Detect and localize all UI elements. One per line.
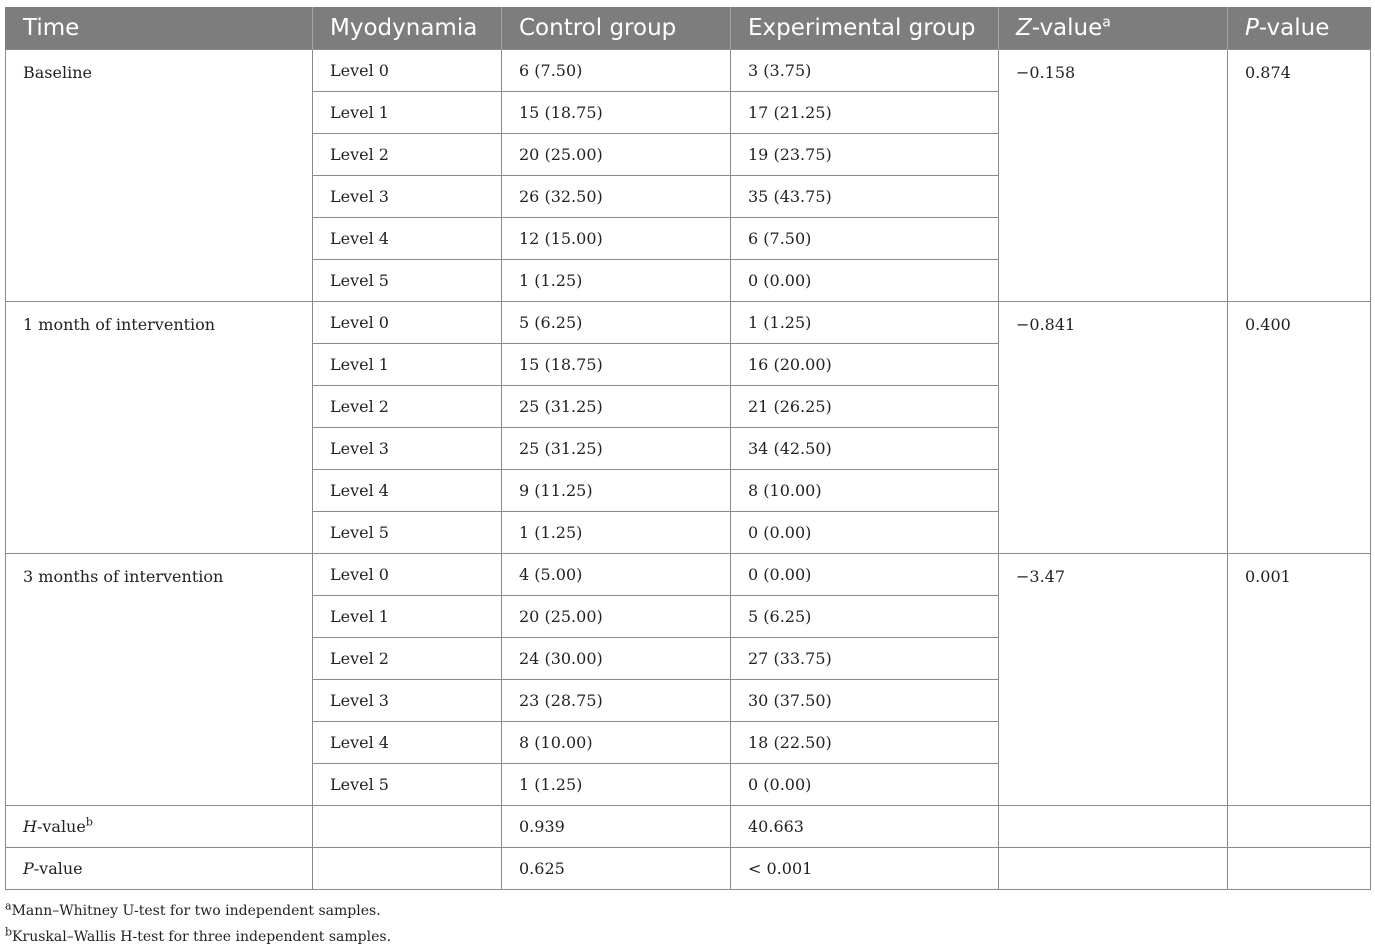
control-cell: 20 (25.00): [502, 596, 731, 638]
experimental-cell: 8 (10.00): [731, 470, 999, 512]
h-value-p-cell: [1228, 806, 1371, 848]
control-cell: 1 (1.25): [502, 764, 731, 806]
myodynamia-cell: Level 0: [313, 554, 502, 596]
control-cell: 24 (30.00): [502, 638, 731, 680]
footnote-b-text: Kruskal–Wallis H-test for three independent samples.: [12, 929, 392, 945]
header-row: [6, 7, 1371, 50]
time-cell: 1 month of intervention: [6, 302, 313, 554]
myodynamia-cell: Level 3: [313, 680, 502, 722]
h-footnote-marker: b: [85, 815, 93, 829]
p-row-symbol: P: [23, 859, 34, 878]
control-cell: 4 (5.00): [502, 554, 731, 596]
myodynamia-cell: Level 2: [313, 386, 502, 428]
footnote-a-marker: a: [5, 899, 12, 913]
myodynamia-cell: Level 5: [313, 764, 502, 806]
myodynamia-cell: Level 2: [313, 134, 502, 176]
control-cell: 1 (1.25): [502, 512, 731, 554]
z-symbol: Z: [1016, 15, 1032, 41]
h-symbol: H: [23, 817, 37, 836]
experimental-cell: 0 (0.00): [731, 764, 999, 806]
myodynamia-cell: Level 5: [313, 512, 502, 554]
myodynamia-cell: Level 1: [313, 596, 502, 638]
footnote-a: [5, 899, 381, 919]
experimental-cell: 21 (26.25): [731, 386, 999, 428]
experimental-cell: 5 (6.25): [731, 596, 999, 638]
experimental-cell: 30 (37.50): [731, 680, 999, 722]
col-header-experimental: Experimental group: [731, 7, 999, 50]
h-suffix: -value: [36, 817, 86, 836]
experimental-cell: 0 (0.00): [731, 512, 999, 554]
experimental-cell: 17 (21.25): [731, 92, 999, 134]
table-row: [6, 554, 1371, 596]
col-header-p-value: [1228, 7, 1371, 50]
z-value-cell: −3.47: [999, 554, 1228, 806]
z-footnote-marker: a: [1102, 14, 1111, 31]
experimental-cell: 6 (7.50): [731, 218, 999, 260]
p-value-myodynamia-cell: [313, 848, 502, 890]
p-value-row: [6, 848, 1371, 890]
control-cell: 6 (7.50): [502, 50, 731, 92]
p-suffix: -value: [1258, 15, 1330, 41]
control-cell: 5 (6.25): [502, 302, 731, 344]
myodynamia-cell: Level 0: [313, 50, 502, 92]
control-cell: 9 (11.25): [502, 470, 731, 512]
p-symbol: P: [1245, 15, 1259, 41]
control-cell: 26 (32.50): [502, 176, 731, 218]
control-cell: 1 (1.25): [502, 260, 731, 302]
col-header-control: Control group: [502, 7, 731, 50]
myodynamia-cell: Level 1: [313, 344, 502, 386]
control-cell: 23 (28.75): [502, 680, 731, 722]
myodynamia-cell: Level 1: [313, 92, 502, 134]
experimental-cell: 35 (43.75): [731, 176, 999, 218]
z-value-cell: −0.158: [999, 50, 1228, 302]
control-cell: 8 (10.00): [502, 722, 731, 764]
h-value-label: [6, 806, 313, 848]
myodynamia-cell: Level 0: [313, 302, 502, 344]
col-header-z-value: [999, 7, 1228, 50]
control-cell: 25 (31.25): [502, 428, 731, 470]
results-table-container: [5, 7, 1370, 890]
myodynamia-cell: Level 2: [313, 638, 502, 680]
footnote-b: [5, 925, 392, 945]
experimental-cell: 19 (23.75): [731, 134, 999, 176]
p-value-experimental: < 0.001: [731, 848, 999, 890]
control-cell: 25 (31.25): [502, 386, 731, 428]
p-row-suffix: -value: [33, 859, 83, 878]
myodynamia-cell: Level 4: [313, 722, 502, 764]
experimental-cell: 0 (0.00): [731, 260, 999, 302]
myodynamia-cell: Level 5: [313, 260, 502, 302]
experimental-cell: 3 (3.75): [731, 50, 999, 92]
col-header-myodynamia: Myodynamia: [313, 7, 502, 50]
p-value-control: 0.625: [502, 848, 731, 890]
col-header-time: Time: [6, 7, 313, 50]
control-cell: 20 (25.00): [502, 134, 731, 176]
experimental-cell: 0 (0.00): [731, 554, 999, 596]
h-value-myodynamia-cell: [313, 806, 502, 848]
z-suffix: -value: [1031, 15, 1103, 41]
control-cell: 15 (18.75): [502, 344, 731, 386]
control-cell: 12 (15.00): [502, 218, 731, 260]
experimental-cell: 27 (33.75): [731, 638, 999, 680]
h-value-z-cell: [999, 806, 1228, 848]
table-row: [6, 302, 1371, 344]
h-value-experimental: 40.663: [731, 806, 999, 848]
footnote-a-text: Mann–Whitney U-test for two independent samples.: [11, 903, 381, 919]
control-cell: 15 (18.75): [502, 92, 731, 134]
experimental-cell: 34 (42.50): [731, 428, 999, 470]
p-value-z-cell: [999, 848, 1228, 890]
time-cell: 3 months of intervention: [6, 554, 313, 806]
experimental-cell: 16 (20.00): [731, 344, 999, 386]
p-value-cell: 0.874: [1228, 50, 1371, 302]
experimental-cell: 18 (22.50): [731, 722, 999, 764]
p-value-cell: 0.400: [1228, 302, 1371, 554]
p-value-p-cell: [1228, 848, 1371, 890]
myodynamia-cell: Level 4: [313, 470, 502, 512]
myodynamia-cell: Level 4: [313, 218, 502, 260]
time-cell: Baseline: [6, 50, 313, 302]
results-table: [5, 7, 1371, 890]
p-value-cell: 0.001: [1228, 554, 1371, 806]
p-value-label: [6, 848, 313, 890]
myodynamia-cell: Level 3: [313, 428, 502, 470]
table-row: [6, 50, 1371, 92]
experimental-cell: 1 (1.25): [731, 302, 999, 344]
h-value-control: 0.939: [502, 806, 731, 848]
footnote-b-marker: b: [5, 925, 13, 939]
myodynamia-cell: Level 3: [313, 176, 502, 218]
z-value-cell: −0.841: [999, 302, 1228, 554]
h-value-row: [6, 806, 1371, 848]
table-body: [6, 50, 1371, 890]
